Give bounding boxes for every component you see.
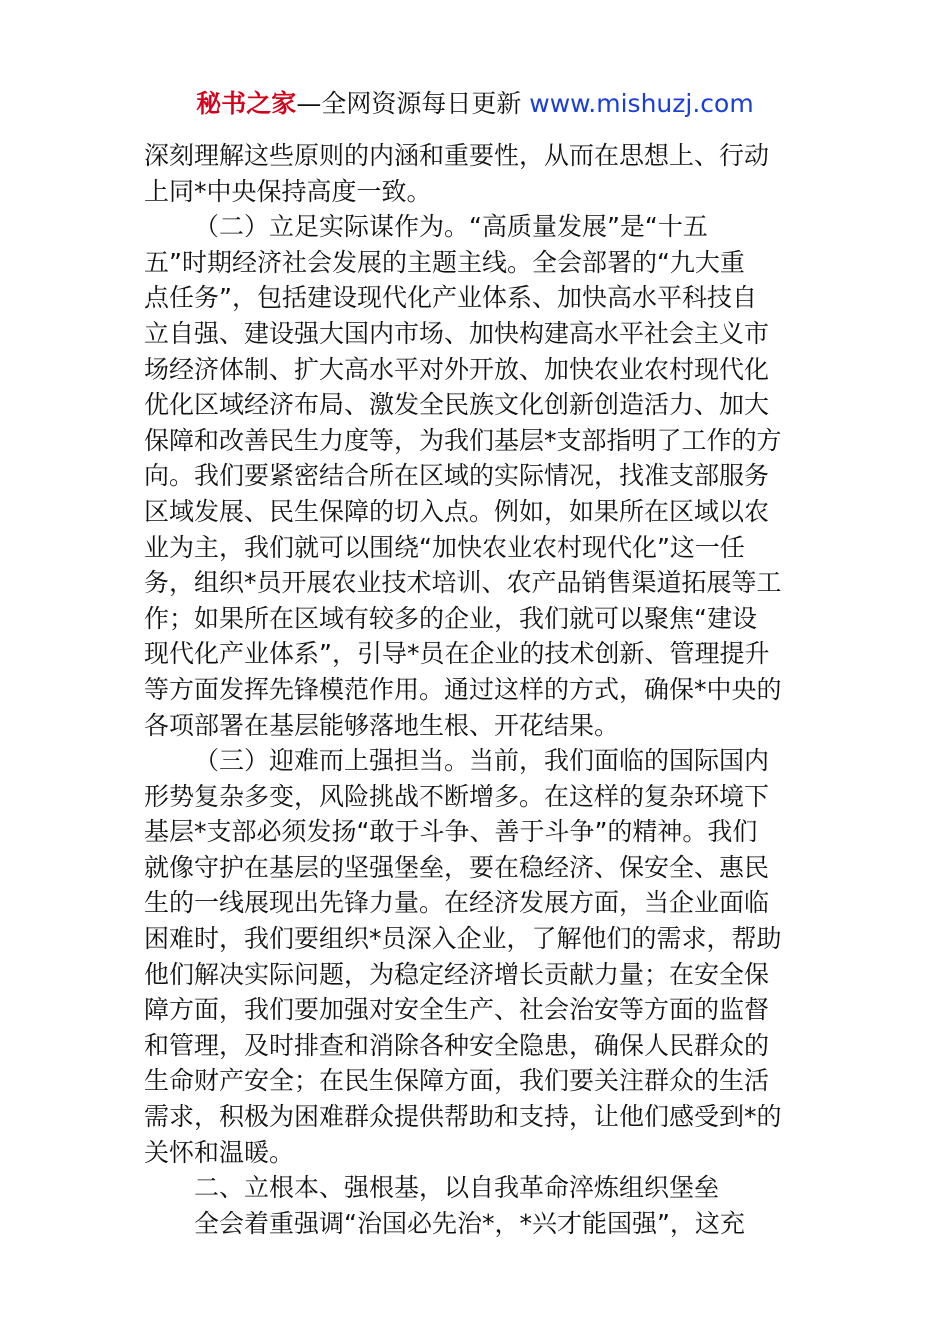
- site-header: [0, 86, 950, 122]
- text-line: 需求，积极为困难群众提供帮助和支持，让他们感受到*的: [144, 1102, 782, 1132]
- text-line: 场经济体制、扩大高水平对外开放、加快农业农村现代化: [144, 354, 770, 384]
- text-line: 向。我们要紧密结合所在区域的实际情况，找准支部服务: [144, 461, 770, 491]
- text-line: 就像守护在基层的坚强堡垒，要在稳经济、保安全、惠民: [144, 852, 770, 882]
- text-line: 上同*中央保持高度一致。: [144, 176, 432, 206]
- text-line: 形势复杂多变，风险挑战不断增多。在这样的复杂环境下: [144, 781, 770, 811]
- site-url-link[interactable]: www.mishuzj.com: [529, 89, 754, 118]
- paragraph-start-line: 全会着重强调“治国必先治*，*兴才能国强”，这充: [194, 1208, 745, 1238]
- paragraph-start-line: （二）立足实际谋作为。“高质量发展”是“十五: [194, 212, 708, 242]
- section-heading: 二、立根本、强根基，以自我革命淬炼组织堡垒: [194, 1173, 720, 1203]
- text-line: 优化区域经济布局、激发全民族文化创新创造活力、加大: [144, 390, 770, 420]
- text-line: 生的一线展现出先锋力量。在经济发展方面，当企业面临: [144, 888, 770, 918]
- document-body: [144, 138, 814, 1241]
- text-line: 保障和改善民生力度等，为我们基层*支部指明了工作的方: [144, 425, 782, 455]
- text-line: 等方面发挥先锋模范作用。通过这样的方式，确保*中央的: [144, 674, 782, 704]
- text-line: 五”时期经济社会发展的主题主线。全会部署的“九大重: [144, 247, 745, 277]
- text-line: 障方面，我们要加强对安全生产、社会治安等方面的监督: [144, 995, 770, 1025]
- text-line: 他们解决实际问题，为稳定经济增长贡献力量；在安全保: [144, 959, 770, 989]
- text-line: 深刻理解这些原则的内涵和重要性，从而在思想上、行动: [144, 141, 770, 170]
- text-line: 各项部署在基层能够落地生根、开花结果。: [144, 710, 620, 740]
- text-line: 务，组织*员开展农业技术培训、农产品销售渠道拓展等工: [144, 568, 782, 598]
- text-line: 现代化产业体系”，引导*员在企业的技术创新、管理提升: [144, 639, 770, 669]
- text-line: 关怀和温暖。: [144, 1137, 295, 1167]
- paragraph-start-line: （三）迎难而上强担当。当前，我们面临的国际国内: [194, 746, 770, 776]
- text-line: 立自强、建设强大国内市场、加快构建高水平社会主义市: [144, 318, 770, 348]
- text-line: 区域发展、民生保障的切入点。例如，如果所在区域以农: [144, 496, 770, 526]
- text-line: 困难时，我们要组织*员深入企业，了解他们的需求，帮助: [144, 924, 782, 954]
- site-brand: 秘书之家: [196, 89, 297, 118]
- text-line: 生命财产安全；在民生保障方面，我们要关注群众的生活: [144, 1066, 770, 1096]
- text-line: 和管理，及时排查和消除各种安全隐患，确保人民群众的: [144, 1030, 770, 1060]
- site-slogan: —全网资源每日更新: [296, 89, 530, 118]
- text-line: 点任务”，包括建设现代化产业体系、加快高水平科技自: [144, 283, 757, 313]
- text-line: 基层*支部必须发扬“敢于斗争、善于斗争”的精神。我们: [144, 817, 758, 847]
- text-line: 业为主，我们就可以围绕“加快农业农村现代化”这一任: [144, 532, 745, 562]
- text-line: 作；如果所在区域有较多的企业，我们就可以聚焦“建设: [144, 603, 757, 633]
